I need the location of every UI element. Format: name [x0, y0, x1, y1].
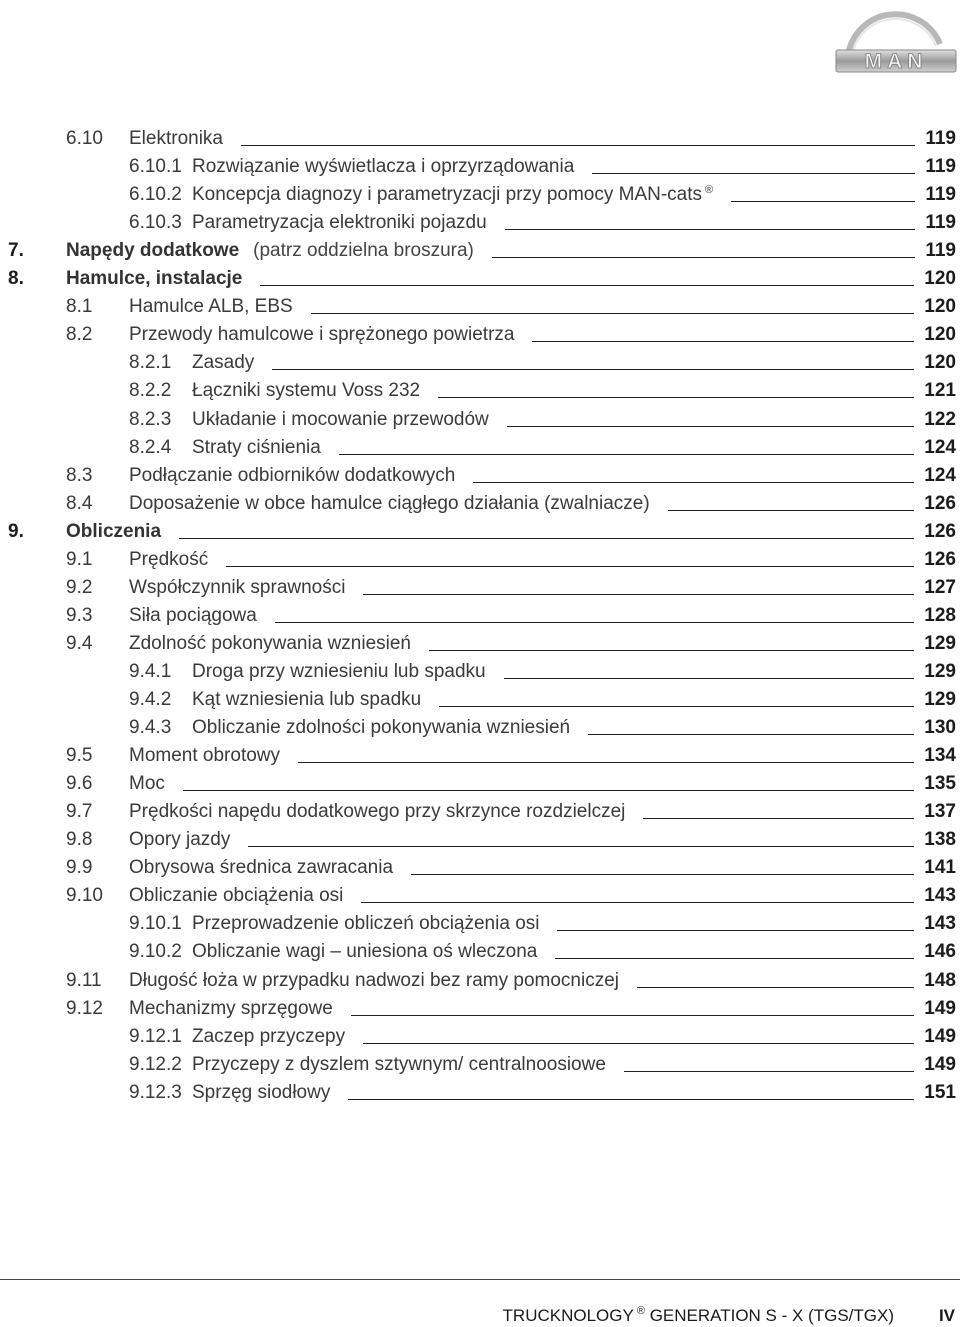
toc-entry[interactable] [0, 602, 960, 630]
toc-entry-title-text: Prędkości napędu dodatkowego przy skrzynce rozdzielczej [129, 801, 626, 823]
toc-entry[interactable] [0, 658, 960, 686]
toc-entry-title-text: Moc [129, 773, 165, 795]
toc-entry-page: 149 [924, 1025, 956, 1047]
toc-leader-line [260, 285, 914, 286]
toc-entry[interactable] [0, 518, 960, 546]
toc-entry[interactable] [0, 209, 960, 237]
toc-entry-title-text: Obliczenia [66, 520, 162, 542]
toc-entry-title [129, 630, 411, 658]
toc-entry-title-text: Mechanizmy sprzęgowe [129, 997, 333, 1019]
toc-entry-title-text: Przeprowadzenie obliczeń obciążenia osi [192, 913, 540, 935]
toc-entry-number: 9.3 [66, 604, 93, 626]
toc-entry-title [192, 349, 254, 377]
toc-entry-number: 8.2.4 [129, 436, 172, 458]
toc-entry[interactable] [0, 938, 960, 966]
toc-entry-number: 9.8 [66, 829, 93, 851]
toc-entry-page: 120 [924, 296, 956, 318]
toc-leader-line [473, 482, 914, 483]
toc-entry[interactable] [0, 630, 960, 658]
toc-entry[interactable] [0, 686, 960, 714]
toc-leader-line [637, 987, 914, 988]
toc-entry-title-text: Przyczepy z dyszlem sztywnym/ centralnoosiowe [192, 1053, 606, 1075]
toc-leader-line [363, 1043, 914, 1044]
toc-entry-title-text: Prędkość [129, 548, 209, 570]
toc-entry-page: 134 [924, 745, 956, 767]
footer-title [503, 1306, 894, 1326]
toc-entry[interactable] [0, 125, 960, 153]
toc-entry-title-text: Podłączanie odbiorników dodatkowych [129, 464, 456, 486]
toc-entry[interactable] [0, 349, 960, 377]
toc-entry-page: 149 [924, 1053, 956, 1075]
toc-entry-title [192, 1079, 330, 1107]
toc-entry[interactable] [0, 574, 960, 602]
toc-entry[interactable] [0, 377, 960, 405]
toc-entry-number: 9.4 [66, 632, 93, 654]
toc-entry-page: 119 [925, 212, 956, 234]
toc-entry-title-text: Obrysowa średnica zawracania [129, 857, 394, 879]
toc-entry-title-text: Straty ciśnienia [192, 436, 321, 458]
toc-entry-number: 9.1 [66, 548, 93, 570]
man-logo-graphic [830, 4, 958, 74]
toc-entry[interactable] [0, 546, 960, 574]
toc-entry-page: 129 [924, 689, 956, 710]
toc-leader-line [731, 201, 915, 202]
toc-leader-line [226, 566, 914, 567]
toc-entry[interactable] [0, 967, 960, 995]
toc-entry-title-text: Napędy dodatkowe [66, 240, 240, 262]
toc-entry-page: 121 [924, 380, 956, 402]
toc-entry-title [192, 406, 489, 434]
toc-entry-number: 8.2 [66, 324, 93, 346]
toc-entry[interactable] [0, 265, 960, 293]
toc-entry-page: 124 [924, 436, 956, 458]
toc-leader-line [241, 145, 915, 146]
toc-entry-number: 9.12 [66, 997, 103, 1019]
toc-entry-page: 129 [924, 632, 956, 654]
toc-entry-title-text: Siła pociągowa [129, 604, 257, 626]
toc-leader-line [588, 734, 914, 735]
toc-leader-line [532, 341, 914, 342]
toc-leader-line [183, 790, 914, 791]
toc-entry-title-text: Moment obrotowy [129, 745, 281, 767]
toc-entry-number: 9.12.2 [129, 1053, 182, 1075]
toc-entry-page: 149 [924, 997, 956, 1019]
toc-entry-number: 8.3 [66, 464, 93, 486]
toc-entry[interactable] [0, 1023, 960, 1051]
toc-entry[interactable] [0, 237, 960, 265]
toc-entry[interactable] [0, 770, 960, 798]
toc-entry-title-text: Obliczanie wagi – uniesiona oś wleczona [192, 941, 538, 963]
toc-leader-line [557, 930, 914, 931]
toc-entry-number: 9.4.3 [129, 717, 172, 739]
toc-entry-number: 8.4 [66, 492, 93, 514]
toc-entry-page: 146 [924, 941, 956, 963]
toc-entry-title-text: Przewody hamulcowe i sprężonego powietrza [129, 324, 515, 346]
toc-entry-title [192, 153, 574, 181]
toc-entry-title-text: Kąt wzniesienia lub spadku [192, 689, 422, 710]
toc-entry-number: 9.7 [66, 801, 93, 823]
toc-entry-title [66, 518, 161, 546]
toc-entry-title [129, 490, 650, 518]
toc-entry[interactable] [0, 1079, 960, 1107]
toc-entry[interactable] [0, 434, 960, 462]
toc-entry[interactable] [0, 406, 960, 434]
toc-entry-number: 8. [8, 268, 24, 290]
toc-entry-title [129, 854, 393, 882]
toc-leader-line [438, 397, 914, 398]
toc-entry[interactable] [0, 1051, 960, 1079]
toc-leader-line [555, 958, 914, 959]
toc-entry-note: (patrz oddzielna broszura) [253, 240, 474, 262]
toc-entry-title [192, 434, 321, 462]
toc-entry-title [129, 770, 165, 798]
toc-leader-line [439, 706, 914, 707]
toc-entry-number: 6.10.1 [129, 156, 182, 178]
toc-leader-line [668, 510, 914, 511]
toc-entry-number: 9.10.2 [129, 941, 182, 963]
toc-entry-number: 6.10 [66, 128, 103, 149]
toc-entry-title [129, 462, 455, 490]
toc-entry-title [129, 995, 333, 1023]
toc-entry[interactable] [0, 490, 960, 518]
toc-entry[interactable] [0, 462, 960, 490]
toc-entry-page: 127 [924, 576, 956, 598]
toc-entry-page: 120 [924, 324, 956, 346]
toc-entry-title [192, 658, 486, 686]
toc-leader-line [507, 426, 914, 427]
footer-divider [0, 1279, 960, 1280]
toc-entry-page: 120 [924, 352, 956, 374]
toc-entry-number: 8.2.3 [129, 408, 172, 430]
toc-entry-title-text: Zaczep przyczepy [192, 1025, 346, 1047]
toc-entry-title [192, 377, 420, 405]
toc-entry-title-text: Hamulce, instalacje [66, 268, 243, 290]
toc-entry-number: 8.1 [66, 296, 93, 318]
toc-entry-number: 9.12.3 [129, 1081, 182, 1103]
toc-entry-title [192, 181, 713, 209]
toc-entry-title [129, 602, 257, 630]
toc-entry-title-text: Współczynnik sprawności [129, 576, 346, 598]
toc-entry-page: 119 [925, 128, 956, 149]
toc-entry-title [66, 265, 242, 293]
toc-entry-page: 143 [924, 885, 956, 907]
toc-entry-title-text: Łączniki systemu Voss 232 [192, 380, 421, 402]
toc-entry-number: 9.10 [66, 885, 103, 907]
toc-entry-title [192, 209, 487, 237]
toc-entry-title [129, 882, 343, 910]
toc-entry-page: 124 [924, 464, 956, 486]
toc-entry-number: 9.4.2 [129, 689, 172, 710]
toc-leader-line [248, 846, 914, 847]
toc-entry-title-text: Hamulce ALB, EBS [129, 296, 293, 318]
toc-entry-number: 9.5 [66, 745, 93, 767]
toc-entry-title-text: Zdolność pokonywania wzniesień [129, 632, 411, 654]
toc-entry-title [192, 1051, 606, 1079]
toc-entry-title-text: Obliczanie obciążenia osi [129, 885, 344, 907]
toc-entry-number: 9.2 [66, 576, 93, 598]
toc-leader-line [411, 874, 914, 875]
toc-entry-page: 119 [925, 156, 956, 178]
toc-leader-line [311, 313, 914, 314]
toc-entry[interactable] [0, 742, 960, 770]
toc-entry[interactable] [0, 826, 960, 854]
toc-entry[interactable] [0, 153, 960, 181]
toc-entry-page: 122 [924, 408, 956, 430]
toc-entry-title [129, 967, 619, 995]
toc-entry-page: 143 [924, 913, 956, 935]
toc-entry-page: 129 [924, 660, 956, 682]
toc-entry[interactable] [0, 321, 960, 349]
footer-rest: GENERATION S - X (TGS/TGX) [649, 1306, 894, 1325]
toc-leader-line [298, 762, 914, 763]
toc-entry-title-text: Droga przy wzniesieniu lub spadku [192, 660, 486, 682]
toc-entry-title [192, 686, 421, 714]
toc-entry-title-text: Opory jazdy [129, 829, 231, 851]
toc-entry-number: 9.6 [66, 773, 93, 795]
toc-leader-line [179, 538, 914, 539]
toc-leader-line [339, 454, 914, 455]
man-logo [830, 4, 958, 74]
toc-entry-number: 7. [8, 240, 24, 262]
toc-entry-title [129, 546, 208, 574]
toc-entry-title [129, 742, 280, 770]
toc-leader-line [643, 818, 914, 819]
toc-entry-title-text: Obliczanie zdolności pokonywania wzniesień [192, 717, 571, 739]
toc-entry-title-text: Układanie i mocowanie przewodów [192, 408, 489, 430]
toc-entry-title [192, 910, 539, 938]
toc-entry-title [192, 938, 537, 966]
footer-brand: TRUCKNOLOGY [502, 1306, 634, 1325]
toc-leader-line [505, 229, 915, 230]
toc-entry-title-text: Koncepcja diagnozy i parametryzacji przy pomocy MAN-cats [192, 184, 703, 206]
toc-entry-number: 8.2.2 [129, 380, 172, 402]
toc-leader-line [504, 678, 914, 679]
toc-entry-title [129, 798, 625, 826]
toc-leader-line [272, 369, 914, 370]
toc-leader-line [361, 902, 914, 903]
toc-entry-number: 9.4.1 [129, 660, 172, 682]
toc-entry-page: 126 [924, 548, 956, 570]
toc-entry[interactable] [0, 910, 960, 938]
toc-entry-title-text: Doposażenie w obce hamulce ciągłego działania (zwalniacze) [129, 492, 650, 514]
toc-entry-title [129, 574, 345, 602]
toc-entry[interactable] [0, 854, 960, 882]
toc-entry-number: 9.9 [66, 857, 93, 879]
toc-entry-page: 119 [925, 240, 956, 262]
toc-entry-title [129, 293, 293, 321]
toc-entry-title [129, 826, 230, 854]
toc-entry-page: 130 [924, 717, 956, 739]
toc-entry-page: 141 [924, 857, 956, 879]
toc-entry-title [192, 1023, 345, 1051]
toc-entry-title [129, 125, 223, 153]
toc-entry-number: 9. [8, 520, 24, 542]
toc-entry-title-text: Długość łoża w przypadku nadwozi bez ramy pomocniczej [129, 969, 620, 991]
toc-entry-title-text: Elektronika [129, 128, 223, 149]
toc-entry-page: 128 [924, 604, 956, 626]
toc-leader-line [275, 622, 914, 623]
toc-entry-title [66, 237, 474, 265]
toc-leader-line [592, 173, 915, 174]
toc-leader-line [492, 257, 915, 258]
toc-leader-line [429, 650, 914, 651]
toc-entry-title-text: Sprzęg siodłowy [192, 1081, 331, 1103]
toc-entry-page: 119 [925, 184, 956, 206]
toc-entry-page: 135 [924, 773, 956, 795]
man-logo-text: MAN [864, 50, 928, 73]
toc-entry-page: 126 [924, 520, 956, 542]
toc-entry-number: 9.10.1 [129, 913, 182, 935]
toc-entry[interactable] [0, 798, 960, 826]
toc-entry-page: 137 [924, 801, 956, 823]
toc-entry-page: 126 [924, 492, 956, 514]
toc-entry-number: 9.11 [66, 969, 102, 991]
toc-leader-line [351, 1015, 914, 1016]
toc-entry-number: 6.10.2 [129, 184, 182, 206]
toc-entry-number: 8.2.1 [129, 352, 172, 374]
toc-entry[interactable] [0, 293, 960, 321]
toc-entry[interactable] [0, 995, 960, 1023]
toc-entry-page: 120 [924, 268, 956, 290]
toc-entry-title-text: Rozwiązanie wyświetlacza i oprzyrządowania [192, 156, 575, 178]
toc-entry-title-text: Parametryzacja elektroniki pojazdu [192, 212, 487, 234]
toc-entry-page: 148 [924, 969, 956, 991]
toc-entry-page: 151 [924, 1081, 956, 1103]
registered-mark: ® [705, 183, 714, 196]
toc-entry-title [192, 714, 570, 742]
toc-leader-line [363, 594, 914, 595]
toc-leader-line [348, 1099, 914, 1100]
toc-leader-line [624, 1071, 914, 1072]
registered-mark: ® [636, 1305, 645, 1318]
toc-entry[interactable] [0, 882, 960, 910]
footer-page-number: IV [938, 1306, 955, 1325]
toc-entry-number: 9.12.1 [129, 1025, 182, 1047]
toc-entry[interactable] [0, 714, 960, 742]
toc-entry-number: 6.10.3 [129, 212, 182, 234]
toc-entry-title [129, 321, 514, 349]
toc-entry-title-text: Zasady [192, 352, 255, 374]
toc-entry-page: 138 [924, 829, 956, 851]
toc-entry[interactable] [0, 181, 960, 209]
